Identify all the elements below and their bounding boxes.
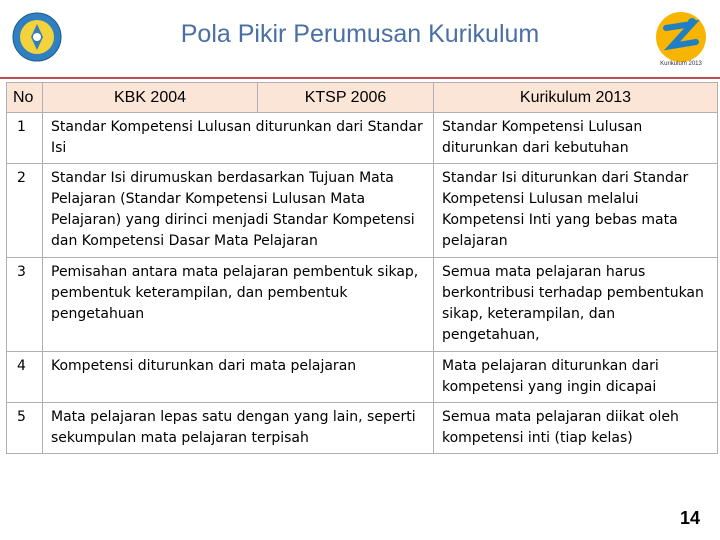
header-ktsp-2006: KTSP 2006 <box>258 83 434 113</box>
row-old-curriculum: Pemisahan antara mata pelajaran pembentuk sikap, pembentuk keterampilan, dan pembentuk pengetahuan <box>43 258 434 352</box>
table-row <box>7 164 718 258</box>
curriculum-comparison-table <box>6 82 718 454</box>
table-row <box>7 403 718 454</box>
table-row <box>7 258 718 352</box>
header-kurikulum-2013: Kurikulum 2013 <box>434 83 718 113</box>
row-number: 3 <box>7 258 43 352</box>
row-old-curriculum: Standar Kompetensi Lulusan diturunkan dari Standar Isi <box>43 113 434 164</box>
table-row <box>7 113 718 164</box>
row-number: 1 <box>7 113 43 164</box>
header-kbk-2004: KBK 2004 <box>43 83 258 113</box>
title-divider <box>0 77 720 79</box>
kurikulum-2013-logo <box>652 10 710 68</box>
svg-text:Kurikulum 2013: Kurikulum 2013 <box>660 61 702 67</box>
table-header-row <box>7 83 718 113</box>
row-old-curriculum: Mata pelajaran lepas satu dengan yang lain, seperti sekumpulan mata pelajaran terpisah <box>43 403 434 454</box>
table-row <box>7 352 718 403</box>
row-number: 5 <box>7 403 43 454</box>
row-new-curriculum: Standar Isi diturunkan dari Standar Kompetensi Lulusan melalui Kompetensi Inti yang bebas mata pelajaran <box>434 164 718 258</box>
row-old-curriculum: Standar Isi dirumuskan berdasarkan Tujuan Mata Pelajaran (Standar Kompetensi Lulusan Mata Pelajaran) yang dirinci menjadi Standar Kompetensi dan Kompetensi Dasar Mata Pelajaran <box>43 164 434 258</box>
row-new-curriculum: Semua mata pelajaran harus berkontribusi terhadap pembentukan sikap, keterampilan, dan pengetahuan, <box>434 258 718 352</box>
slide-title: Pola Pikir Perumusan Kurikulum <box>180 20 540 48</box>
row-new-curriculum: Mata pelajaran diturunkan dari kompetensi yang ingin dicapai <box>434 352 718 403</box>
page-number: 14 <box>680 508 701 528</box>
row-new-curriculum: Semua mata pelajaran diikat oleh kompetensi inti (tiap kelas) <box>434 403 718 454</box>
row-old-curriculum: Kompetensi diturunkan dari mata pelajaran <box>43 352 434 403</box>
row-number: 4 <box>7 352 43 403</box>
row-number: 2 <box>7 164 43 258</box>
header-no: No <box>7 83 43 113</box>
row-new-curriculum: Standar Kompetensi Lulusan diturunkan dari kebutuhan <box>434 113 718 164</box>
